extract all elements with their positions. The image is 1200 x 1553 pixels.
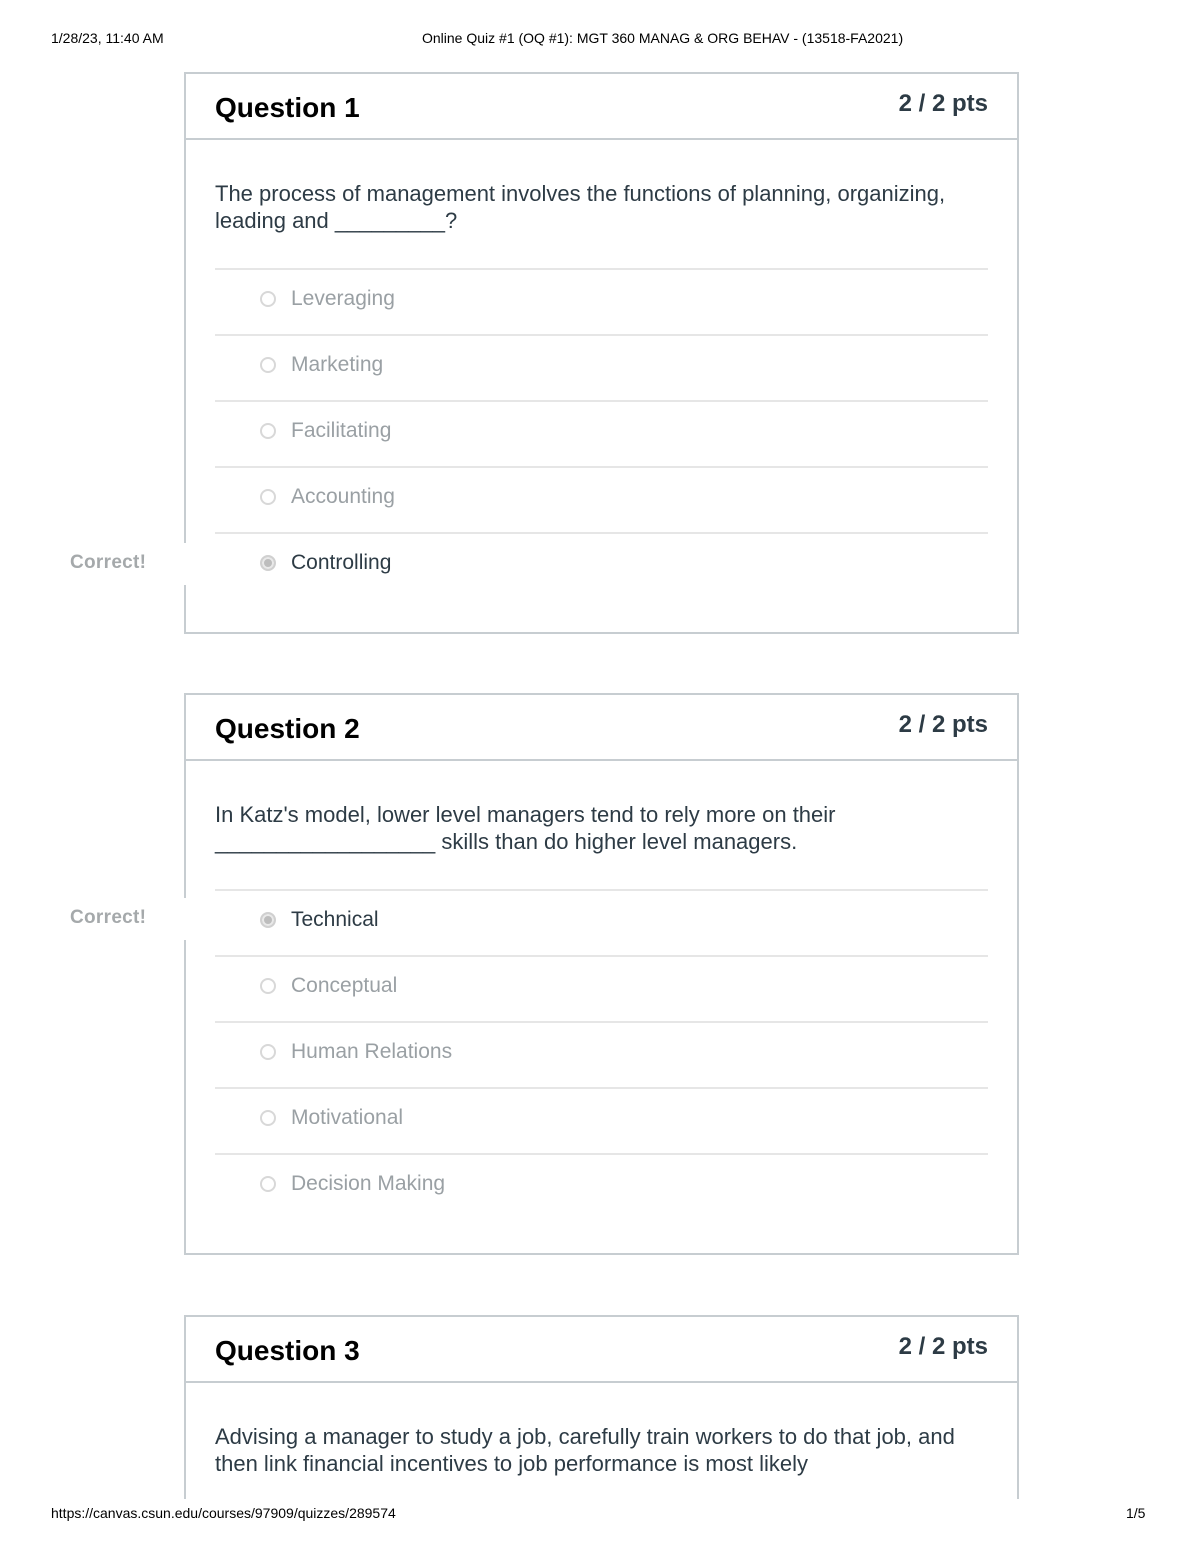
- question-text: The process of management involves the functions of planning, organizing, leading and _________?: [215, 181, 946, 233]
- answer-label: Technical: [291, 908, 379, 931]
- radio-button-icon[interactable]: [260, 489, 276, 505]
- answer-option[interactable]: [215, 336, 988, 402]
- question-body: [186, 140, 1017, 598]
- answer-label: Leveraging: [291, 287, 395, 310]
- answer-option[interactable]: [215, 1023, 988, 1089]
- answer-label: Controlling: [291, 551, 392, 574]
- radio-button-icon[interactable]: [260, 978, 276, 994]
- question-3: [184, 1315, 1019, 1499]
- answer-option[interactable]: [215, 402, 988, 468]
- answer-option-selected[interactable]: [215, 891, 988, 957]
- print-page-title: Online Quiz #1 (OQ #1): MGT 360 MANAG & ORG BEHAV - (13518-FA2021): [422, 30, 904, 46]
- question-title: Question 1: [215, 92, 360, 123]
- answer-label: Human Relations: [291, 1040, 453, 1063]
- radio-button-selected-icon[interactable]: [260, 912, 276, 928]
- radio-button-icon[interactable]: [260, 291, 276, 307]
- question-header: [186, 74, 1017, 140]
- radio-button-selected-icon[interactable]: [260, 555, 276, 571]
- print-datetime: 1/28/23, 11:40 AM: [51, 30, 164, 46]
- question-2: [184, 693, 1019, 1255]
- print-footer: [0, 1505, 1200, 1525]
- question-points: 2 / 2 pts: [898, 711, 988, 738]
- answer-label: Conceptual: [291, 974, 398, 997]
- answer-label: Marketing: [291, 353, 384, 376]
- print-page-number: 1/5: [1126, 1505, 1146, 1521]
- answer-label: Decision Making: [291, 1172, 446, 1195]
- answer-option[interactable]: [215, 270, 988, 336]
- radio-button-icon[interactable]: [260, 1044, 276, 1060]
- answer-option[interactable]: [215, 468, 988, 534]
- answer-option[interactable]: [215, 1155, 988, 1219]
- radio-button-icon[interactable]: [260, 357, 276, 373]
- correct-flag-notch: [180, 898, 188, 940]
- answer-option[interactable]: [215, 1089, 988, 1155]
- question-title: Question 2: [215, 713, 360, 744]
- answer-label: Accounting: [291, 485, 395, 508]
- question-text: In Katz's model, lower level managers tend to rely more on their __________________ skills than do higher level managers.: [215, 802, 836, 854]
- question-body: [186, 761, 1017, 1219]
- question-header: [186, 695, 1017, 761]
- answer-label: Facilitating: [291, 419, 392, 442]
- question-1: [184, 72, 1019, 634]
- question-points: 2 / 2 pts: [898, 1333, 988, 1360]
- correct-answer-flag: Correct!: [70, 907, 147, 928]
- print-header: [0, 30, 1200, 50]
- print-url: https://canvas.csun.edu/courses/97909/quizzes/289574: [51, 1505, 396, 1521]
- correct-flag-notch: [180, 543, 188, 585]
- question-header: [186, 1317, 1017, 1383]
- answer-list: [215, 889, 988, 1219]
- radio-button-icon[interactable]: [260, 423, 276, 439]
- radio-button-icon[interactable]: [260, 1110, 276, 1126]
- correct-answer-flag: Correct!: [70, 552, 147, 573]
- answer-label: Motivational: [291, 1106, 404, 1129]
- question-points: 2 / 2 pts: [898, 90, 988, 117]
- answer-list: [215, 268, 988, 598]
- question-text: Advising a manager to study a job, carefully train workers to do that job, and then link financial incentives to job performance is most likely: [215, 1424, 955, 1476]
- answer-option[interactable]: [215, 957, 988, 1023]
- radio-button-icon[interactable]: [260, 1176, 276, 1192]
- answer-option-selected[interactable]: [215, 534, 988, 598]
- question-body: [186, 1383, 1017, 1477]
- question-title: Question 3: [215, 1335, 360, 1366]
